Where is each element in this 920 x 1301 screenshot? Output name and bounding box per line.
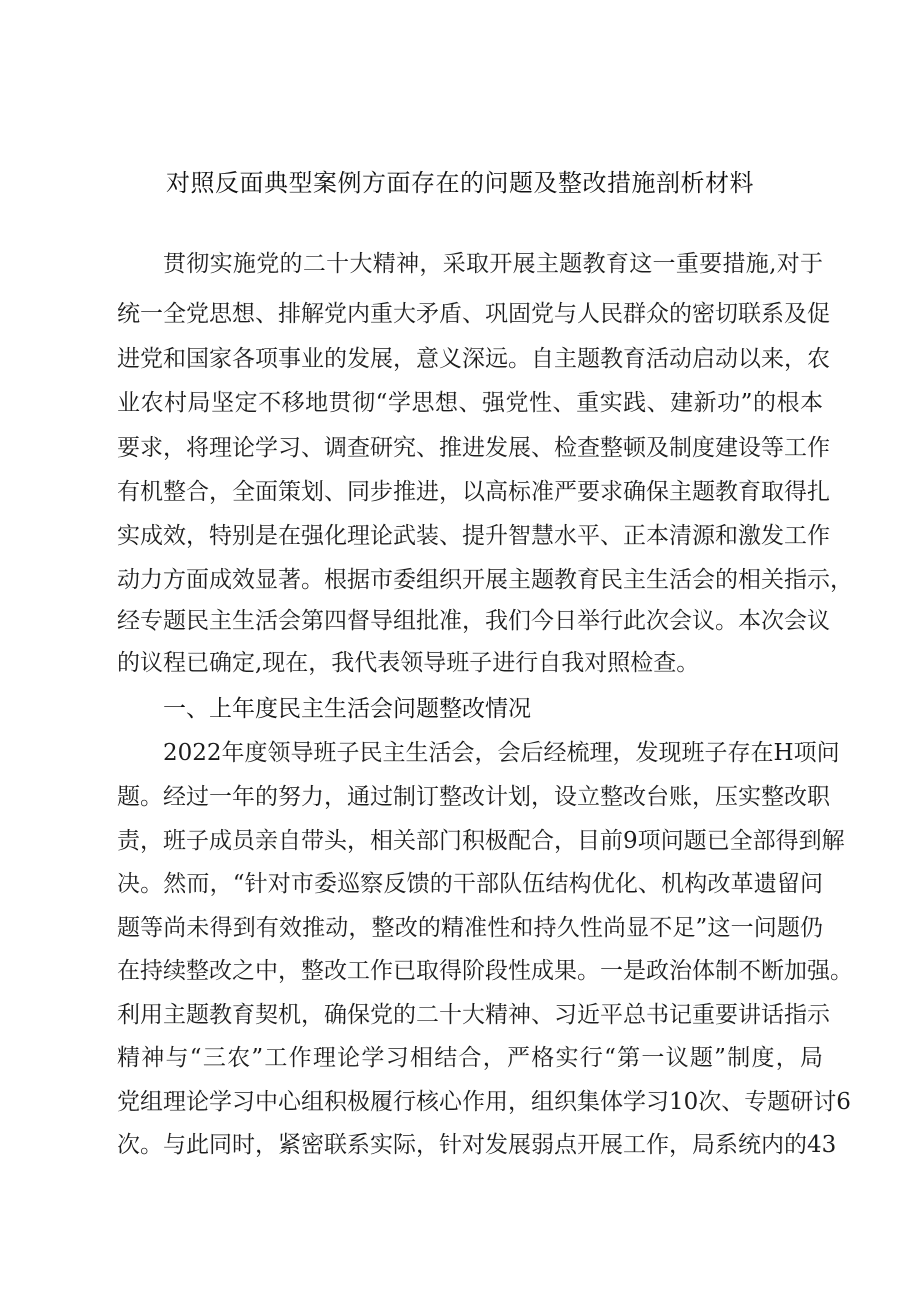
intro-line: 的议程已确定,现在，我代表领导班子进行自我对照检查。 <box>117 650 700 676</box>
section-line: 在持续整改之中，整改工作已取得阶段性成果。一是政治体制不断加强。 <box>117 958 853 984</box>
intro-line: 业农村局坚定不移地贯彻“学思想、强党性、重实践、建新功”的根本 <box>117 390 823 416</box>
section-line: 题。经过一年的努力，通过制订整改计划，设立整改台账，压实整改职 <box>117 784 830 810</box>
document-title: 对照反面典型案例方面存在的问题及整改措施剖析材料 <box>166 169 754 197</box>
section-line: 决。然而，“针对市委巡察反馈的干部队伍结构优化、机构改革遗留问 <box>117 871 823 897</box>
section-line: 次。与此同时，紧密联系实际，针对发展弱点开展工作，局系统内的43 <box>117 1132 837 1158</box>
intro-line: 经专题民主生活会第四督导组批准，我们今日举行此次会议。本次会议 <box>117 608 830 634</box>
intro-line: 进党和国家各项事业的发展，意义深远。自主题教育活动启动以来，农 <box>117 346 830 372</box>
intro-line: 有机整合，全面策划、同步推进，以高标准严要求确保主题教育取得扎 <box>117 479 830 505</box>
intro-line: 动力方面成效显著。根据市委组织开展主题教育民主生活会的相关指示， <box>117 567 853 593</box>
section-line: 2022年度领导班子民主生活会，会后经梳理，发现班子存在H项问 <box>163 740 840 766</box>
section-line: 精神与“三农”工作理论学习相结合，严格实行“第一议题”制度，局 <box>117 1045 823 1071</box>
intro-line: 实成效，特别是在强化理论武装、提升智慧水平、正本清源和激发工作 <box>117 523 830 549</box>
intro-line: 贯彻实施党的二十大精神，采取开展主题教育这一重要措施,对于 <box>163 251 823 277</box>
section-line: 利用主题教育契机，确保党的二十大精神、习近平总书记重要讲话指示 <box>117 1002 830 1028</box>
intro-line: 要求，将理论学习、调查研究、推进发展、检查整顿及制度建设等工作 <box>117 435 830 461</box>
section-line: 责，班子成员亲自带头，相关部门积极配合，目前9项问题已全部得到解 <box>117 828 845 854</box>
intro-line: 统一全党思想、排解党内重大矛盾、巩固党与人民群众的密切联系及促 <box>117 301 830 327</box>
section-line: 党组理论学习中心组积极履行核心作用，组织集体学习10次、专题研讨6 <box>117 1089 851 1115</box>
section-heading: 一、上年度民主生活会问题整改情况 <box>163 696 531 722</box>
section-line: 题等尚未得到有效推动，整改的精准性和持久性尚显不足”这一问题仍 <box>117 915 823 941</box>
